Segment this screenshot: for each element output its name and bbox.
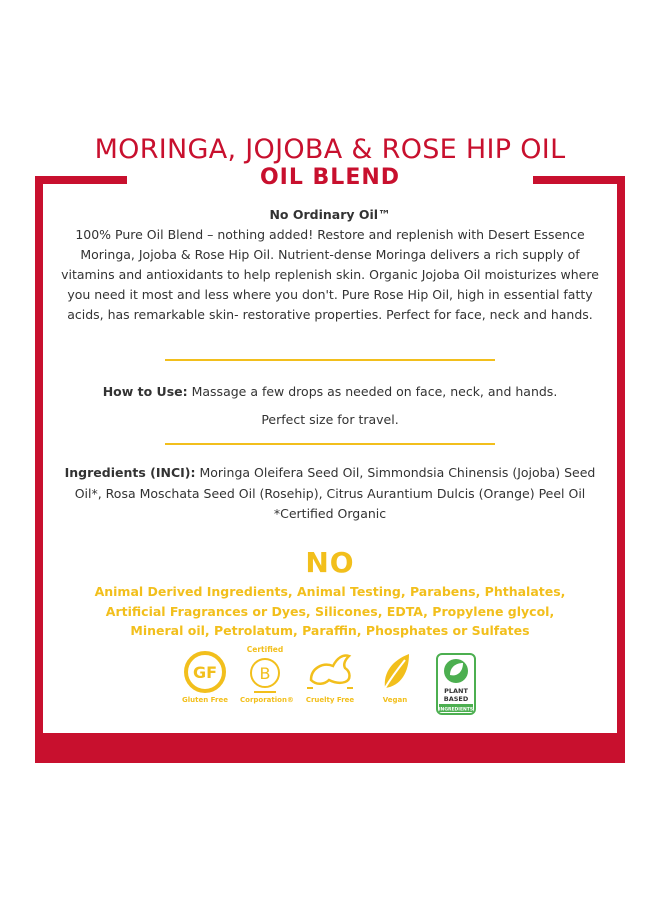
plant-based-line3: INGREDIENTS [438, 707, 474, 713]
free-from-title: NO [305, 546, 355, 579]
plant-based-icon [436, 653, 476, 715]
travel-note: Perfect size for travel. [261, 412, 399, 427]
ingredients-text: Moringa Oleifera Seed Oil, Simmondsia Chinensis (Jojoba) Seed Oil*, Rosa Moschata Seed Oil (Rosehip), Citrus Aurantium Dulcis (Orange) Peel Oil [74, 465, 596, 501]
how-to-use-label: How to Use: [102, 384, 188, 399]
gluten-free-caption: Gluten Free [182, 696, 228, 704]
gluten-free-mark: GF [192, 663, 218, 682]
gluten-free-icon [183, 650, 227, 694]
plant-based-line2: BASED [443, 695, 469, 703]
frame-bottom-band [35, 733, 625, 763]
plant-based-line1: PLANT [444, 687, 468, 695]
b-corp-icon [248, 656, 282, 696]
frame-right-border [617, 176, 625, 736]
ingredients-label: Ingredients (INCI): [64, 465, 196, 480]
description-heading: No Ordinary Oil™ [269, 207, 391, 222]
vegan-caption: Vegan [382, 696, 408, 704]
ingredients-note: *Certified Organic [273, 506, 387, 521]
cruelty-free-caption: Cruelty Free [305, 696, 355, 704]
cruelty-free-badge [300, 650, 360, 704]
plant-based-badge [433, 653, 479, 715]
divider [165, 359, 495, 361]
b-corp-mark: B [259, 664, 271, 683]
b-corp-caption: Corporation® [240, 696, 294, 704]
b-corp-badge [240, 645, 294, 704]
how-to-use [60, 382, 600, 402]
gluten-free-badge [180, 650, 230, 704]
free-from-list: Animal Derived Ingredients, Animal Testing, Parabens, Phthalates, Artificial Fragrances or Dyes, Silicones, EDTA, Propylene glycol, Mineral oil, Petrolatum, Paraffin, Phosphates or Sulfates [94, 584, 566, 638]
how-to-use-text: Massage a few drops as needed on face, neck, and hands. [187, 384, 558, 399]
bunny-icon [303, 650, 357, 694]
vegan-badge [370, 650, 420, 704]
description-body: 100% Pure Oil Blend – nothing added! Restore and replenish with Desert Essence Moringa, Jojoba & Rose Hip Oil. Nutrient-dense Moringa delivers a rich supply of vitamins and antioxidants to help replenish skin. Organic Jojoba Oil moisturizes where you need it most and less where you don't. Pure Rose Hip Oil, high in essential fatty acids, has remarkable skin- restorative properties. Perfect for face, neck and hands. [61, 227, 599, 322]
leaf-icon [377, 650, 413, 694]
product-subtitle: OIL BLEND [259, 165, 401, 190]
b-corp-top: Certified [246, 645, 284, 654]
frame-left-border [35, 176, 43, 736]
divider [165, 443, 495, 445]
product-title: MORINGA, JOJOBA & ROSE HIP OIL [94, 134, 566, 165]
ingredients [60, 463, 600, 525]
